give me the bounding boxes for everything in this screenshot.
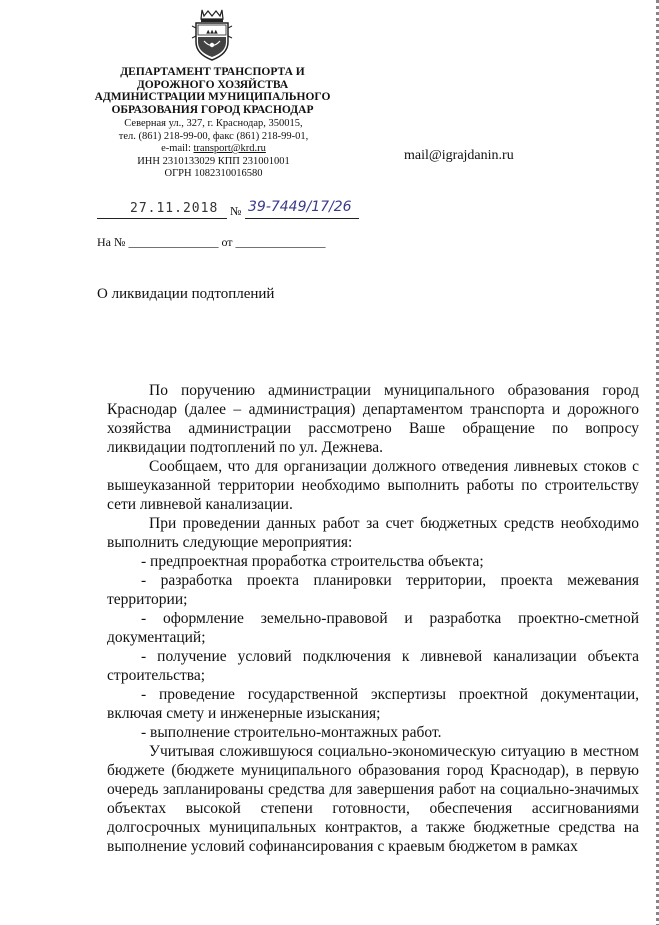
measure-item: - разработка проекта планировки территории, проекта межевания территории; (107, 572, 639, 608)
body-paragraph: Учитывая сложившуюся социально-экономическую ситуацию в местном бюджете (бюджете муниципального образования город Краснодар), в первую очередь запланированы средства для завершения работ на социально-значимых объектах высокой степени готовности, обеспечения ассигнованиями долгосрочных муниципальных контрактов, а также бюджетные средства на выполнение условий софинансирования с краевым бюджетом в рамках (107, 743, 639, 855)
registration-row (97, 199, 367, 221)
department-email-link[interactable]: transport@krd.ru (193, 143, 266, 154)
department-name-line: ДЕПАРТАМЕНТ ТРАНСПОРТА И (120, 66, 305, 78)
department-contacts (96, 118, 331, 181)
inn-kpp-line: ИНН 2310133029 КПП 231001001 (137, 155, 290, 167)
body-paragraph: По поручению администрации муниципального образования город Краснодар (далее – администрация) департаментом транспорта и дорожного хозяйства администрации рассмотрено Ваше обращение по вопросу ликвидации подтоплений по ул. Дежнева. (107, 382, 639, 456)
svg-text:▲▲▲: ▲▲▲ (206, 29, 218, 35)
letter-subject: О ликвидации подтоплений (97, 286, 275, 302)
body-paragraph: Сообщаем, что для организации должного отведения ливневых стоков с вышеуказанной территории необходимо выполнить работы по строительству сети ливневой канализации. (107, 458, 639, 513)
email-line (96, 143, 331, 156)
ogrn-line: ОГРН 1082310016580 (164, 168, 263, 179)
letter-body (107, 381, 639, 856)
address-line: Северная ул., 327, г. Краснодар, 350015, (124, 118, 303, 129)
measure-item: - оформление земельно-правовой и разработка проектно-сметной документаций; (107, 610, 639, 646)
measure-item: - предпроектная проработка строительства объекта; (141, 553, 484, 570)
registration-date-stamp: 27.11.2018 (130, 201, 219, 216)
measure-item: - получение условий подключения к ливневой канализации объекта строительства; (107, 648, 639, 684)
department-name-line: АДМИНИСТРАЦИИ МУНИЦИПАЛЬНОГО (94, 91, 331, 103)
department-name-line: ДОРОЖНОГО ХОЗЯЙСТВА (136, 78, 289, 91)
department-name (80, 66, 345, 116)
phone-fax-line: тел. (861) 218-99-00, факс (861) 218-99-01, (118, 130, 309, 142)
measure-item: - выполнение строительно-монтажных работ. (141, 724, 442, 741)
department-name-line: ОБРАЗОВАНИЯ ГОРОД КРАСНОДАР (111, 103, 314, 116)
measure-item: - проведение государственной экспертизы проектной документации, включая смету и инженерные изыскания; (107, 686, 639, 722)
coat-of-arms-emblem (190, 8, 234, 62)
reference-line: На № _______________ от _______________ (97, 235, 326, 249)
number-sign: № (230, 204, 242, 218)
registration-number-handwritten: 39-7449/17/26 (248, 199, 352, 215)
body-paragraph: При проведении данных работ за счет бюджетных средств необходимо выполнить следующие мероприятия: (107, 515, 639, 551)
recipient-email: mail@igrajdanin.ru (404, 148, 514, 163)
number-underline (245, 218, 359, 219)
date-underline (97, 218, 227, 219)
email-label: e-mail: (161, 143, 194, 154)
